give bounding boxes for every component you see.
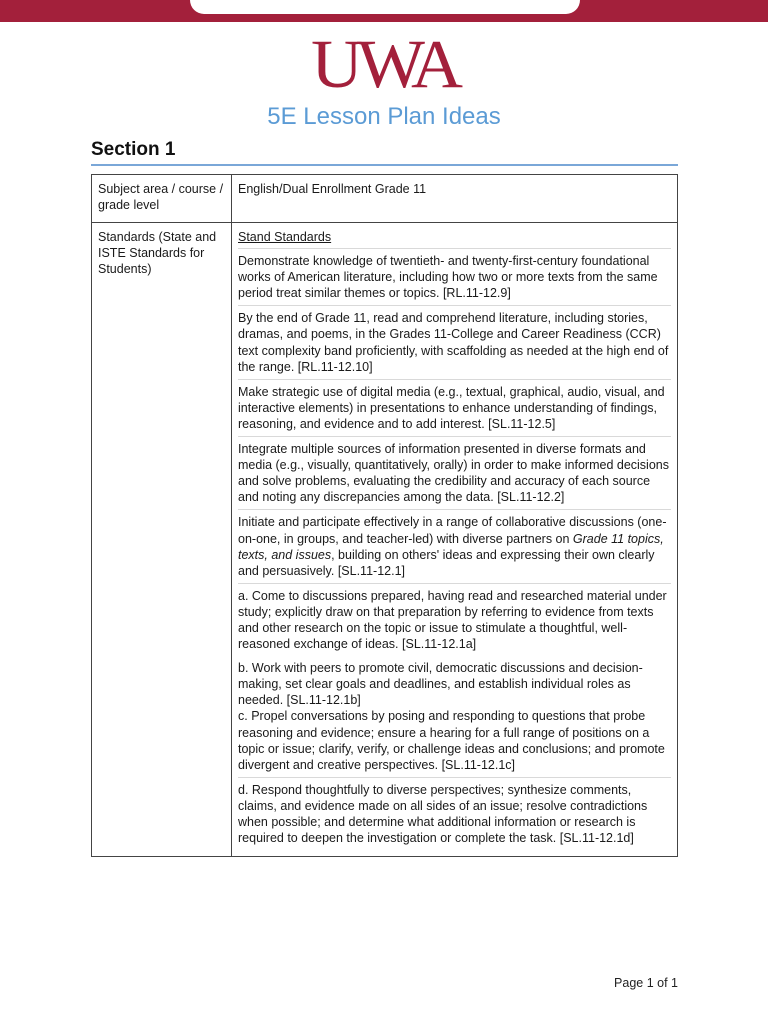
section-heading: Section 1 (91, 139, 176, 160)
standard-text: b. Work with peers to promote civil, democratic discussions and decision-making, set clear goals and deadlines, and establish individual roles as needed. [SL.11-12.1b] (238, 661, 643, 708)
standards-label-cell: Standards (State and ISTE Standards for Students) (92, 223, 232, 857)
subject-value-cell: English/Dual Enrollment Grade 11 (232, 175, 678, 223)
page-number: Page 1 of 1 (614, 976, 678, 990)
standard-paragraph (238, 656, 671, 777)
table-row (92, 175, 678, 223)
standard-paragraph: d. Respond thoughtfully to diverse perspectives; synthesize comments, claims, and evidence made on all sides of an issue; resolve contradictions when possible; and determine what additional information or research is required to deepen the investigation or complete the task. [SL.11-12.1d] (238, 777, 671, 850)
lesson-plan-table (91, 174, 678, 857)
standard-text: Initiate and participate effectively in a range of collaborative discussions (one-on-one, in groups, and teacher-led) with diverse partners on (238, 515, 667, 546)
standard-paragraph: a. Come to discussions prepared, having read and researched material under study; explicitly draw on that preparation by referring to evidence from texts and other research on the topic or issue to stimulate a thoughtful, well-reasoned exchange of ideas. [SL.11-12.1a] (238, 583, 671, 656)
standard-paragraph: Demonstrate knowledge of twentieth- and twenty-first-century foundational works of American literature, including how two or more texts from the same period treat similar themes or topics. [RL.11-12.9] (238, 248, 671, 305)
standard-text: c. Propel conversations by posing and responding to questions that probe reasoning and evidence; ensure a hearing for a full range of positions on a topic or issue; clarify, verify, or challenge ideas and conclusions; and promote divergent and creative perspectives. [SL.11-12.1c] (238, 709, 665, 772)
table-row (92, 223, 678, 857)
uwa-logo: UWA (311, 26, 457, 102)
standards-content-cell (232, 223, 678, 857)
standards-heading: Stand Standards (238, 230, 332, 244)
standard-paragraph: Integrate multiple sources of information presented in diverse formats and media (e.g., visually, quantitatively, orally) in order to make informed decisions and solve problems, evaluating the credibility and accuracy of each source and noting any discrepancies among the data. [SL.11-12.2] (238, 436, 671, 509)
standard-paragraph (238, 509, 671, 582)
standard-paragraph: By the end of Grade 11, read and comprehend literature, including stories, dramas, and poems, in the Grades 11-College and Career Readiness (CCR) text complexity band proficiently, with scaffolding as needed at the high end of the range. [RL.11-12.10] (238, 305, 671, 378)
section-divider (91, 164, 678, 166)
standard-italic-text: Grade 11 topics, texts, and issues (238, 531, 664, 562)
document-title: 5E Lesson Plan Ideas (267, 103, 501, 130)
subject-label-cell: Subject area / course / grade level (92, 175, 232, 223)
standard-text: , building on others' ideas and expressing their own clearly and persuasively. [SL.11-12.1] (238, 547, 655, 578)
standard-paragraph: Make strategic use of digital media (e.g., textual, graphical, audio, visual, and interactive elements) in presentations to enhance understanding of findings, reasoning, and evidence and to add interest. [SL.11-12.5] (238, 379, 671, 436)
header-tab (190, 0, 580, 14)
